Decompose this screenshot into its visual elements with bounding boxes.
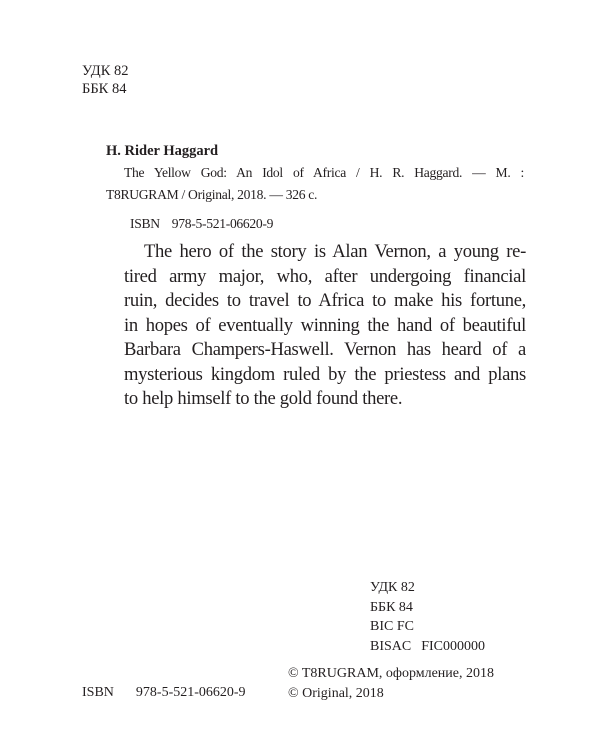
classification-codes-bottom [370,578,485,656]
biblio-line-publisher: T8RUGRAM / Original, 2018. — 326 c. [106,187,318,202]
udk-code: УДК 82 [82,63,129,79]
bisac-code [370,637,485,657]
bbk-code: ББК 84 [370,599,413,615]
annotation-line: mysterious kingdom ruled by the priestess and plans [124,363,526,385]
annotation-line: tired army major, who, after undergoing financial [124,265,526,287]
isbn-bottom [82,683,246,703]
isbn-number: 978-5-521-06620-9 [135,685,246,700]
bic-code: BIC FC [370,619,414,634]
bisac-value: FIC000000 [421,638,486,654]
copyright-notices [288,664,494,703]
annotation-paragraph [124,240,526,412]
bbk-code: ББК 84 [82,81,127,97]
copyright-design: © T8RUGRAM, оформление, 2018 [288,666,495,681]
bisac-label: BISAC [370,638,412,654]
annotation-line: The hero of the story is Alan Vernon, a young re- [144,241,526,262]
classification-codes-top [82,62,129,98]
copyright-original: © Original, 2018 [288,685,384,701]
annotation-line: to help himself to the gold found there. [124,388,403,409]
annotation-line: Barbara Champers-Haswell. Vernon has heard of a [124,339,526,360]
isbn-top [130,215,273,233]
isbn-label: ISBN [130,216,160,231]
biblio-line-title: The Yellow God: An Idol of Africa / H. R. Haggard. — M. : [124,165,524,180]
isbn-number: 978-5-521-06620-9 [171,216,274,231]
isbn-label: ISBN [82,685,114,700]
annotation-line: in hopes of eventually winning the hand of beautiful [124,314,526,336]
annotation-line: ruin, decides to travel to Africa to make his fortune, [124,290,526,311]
udk-code: УДК 82 [370,580,415,595]
author-name: H. Rider Haggard [106,143,219,159]
bibliographic-record [106,162,524,206]
